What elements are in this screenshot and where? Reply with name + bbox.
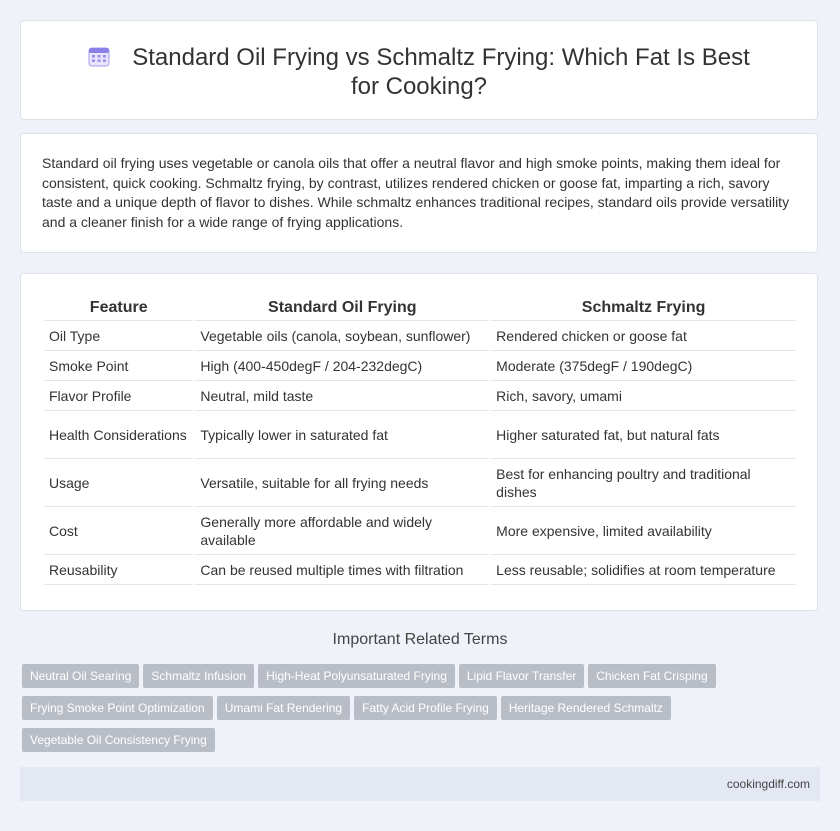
cell-feature: Flavor Profile (44, 381, 193, 411)
cell-feature: Usage (44, 459, 193, 507)
page-title-wrap (21, 43, 817, 101)
table-row (44, 507, 796, 555)
header-feature: Feature (44, 296, 193, 321)
tag-chicken-fat-crisping[interactable]: Chicken Fat Crisping (588, 664, 715, 688)
table-row (44, 411, 796, 459)
tag-lipid-flavor-transfer[interactable]: Lipid Flavor Transfer (459, 664, 584, 688)
tag-schmaltz-infusion[interactable]: Schmaltz Infusion (143, 664, 254, 688)
page-title: Standard Oil Frying vs Schmaltz Frying: Which Fat Is Best for Cooking? (132, 44, 750, 100)
intro-card (20, 133, 818, 253)
cell-feature: Reusability (44, 555, 193, 585)
comparison-table (42, 296, 798, 585)
tag-high-heat-polyunsaturated-frying[interactable]: High-Heat Polyunsaturated Frying (258, 664, 455, 688)
comparison-card (20, 273, 818, 611)
cell-feature: Health Considerations (44, 411, 193, 459)
cell-feature: Cost (44, 507, 193, 555)
cell-schmaltz: Higher saturated fat, but natural fats (491, 411, 796, 459)
cell-standard-oil: Typically lower in saturated fat (195, 411, 489, 459)
header-standard-oil: Standard Oil Frying (195, 296, 489, 321)
calendar-icon (88, 45, 110, 67)
tag-vegetable-oil-consistency-frying[interactable]: Vegetable Oil Consistency Frying (22, 728, 215, 752)
cell-standard-oil: Generally more affordable and widely available (195, 507, 489, 555)
header-schmaltz: Schmaltz Frying (491, 296, 796, 321)
tag-frying-smoke-point-optimization[interactable]: Frying Smoke Point Optimization (22, 696, 213, 720)
tag-heritage-rendered-schmaltz[interactable]: Heritage Rendered Schmaltz (501, 696, 671, 720)
table-row (44, 321, 796, 351)
tag-neutral-oil-searing[interactable]: Neutral Oil Searing (22, 664, 139, 688)
table-header-row (44, 296, 796, 321)
intro-paragraph: Standard oil frying uses vegetable or canola oils that offer a neutral flavor and high smoke points, making them ideal for consistent, quick cooking. Schmaltz frying, by contrast, utilizes rendered chicken or goose fat, imparting a rich, savory taste and a unique depth of flavor to dishes. While schmaltz enhances traditional recipes, standard oils provide versatility and a cleaner finish for a wide range of frying applications. (42, 155, 790, 230)
cell-standard-oil: Versatile, suitable for all frying needs (195, 459, 489, 507)
table-row (44, 351, 796, 381)
cell-schmaltz: Rich, savory, umami (491, 381, 796, 411)
cell-schmaltz: Moderate (375degF / 190degC) (491, 351, 796, 381)
cell-standard-oil: Vegetable oils (canola, soybean, sunflower) (195, 321, 489, 351)
cell-schmaltz: More expensive, limited availability (491, 507, 796, 555)
table-row (44, 381, 796, 411)
cell-schmaltz: Less reusable; solidifies at room temperature (491, 555, 796, 585)
cell-feature: Smoke Point (44, 351, 193, 381)
related-terms-heading: Important Related Terms (332, 631, 508, 648)
title-card (20, 20, 818, 120)
cell-schmaltz: Best for enhancing poultry and traditional dishes (491, 459, 796, 507)
footer-site-link[interactable]: cookingdiff.com (726, 777, 810, 791)
cell-standard-oil: Neutral, mild taste (195, 381, 489, 411)
footer-bar (20, 767, 820, 801)
table-row (44, 459, 796, 507)
tag-fatty-acid-profile-frying[interactable]: Fatty Acid Profile Frying (354, 696, 497, 720)
tag-umami-fat-rendering[interactable]: Umami Fat Rendering (217, 696, 350, 720)
related-terms-list (22, 664, 812, 760)
cell-standard-oil: High (400-450degF / 204-232degC) (195, 351, 489, 381)
cell-feature: Oil Type (44, 321, 193, 351)
cell-standard-oil: Can be reused multiple times with filtration (195, 555, 489, 585)
table-row (44, 555, 796, 585)
cell-schmaltz: Rendered chicken or goose fat (491, 321, 796, 351)
